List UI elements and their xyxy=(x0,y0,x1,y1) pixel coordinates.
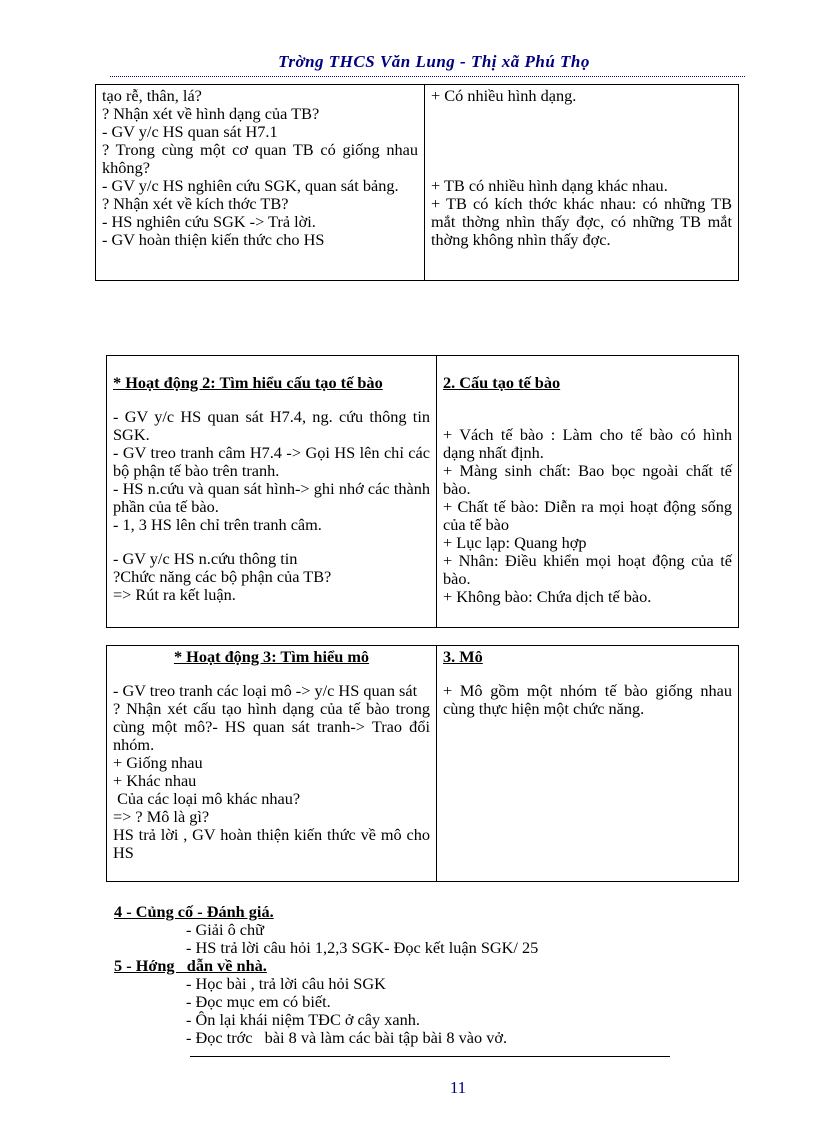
table1-left-cell xyxy=(96,85,425,281)
table2-right-line: + Lục lạp: Quang hợp xyxy=(443,533,587,552)
table1-left-line: - GV y/c HS nghiên cứu SGK, quan sát bảng. xyxy=(102,176,399,195)
section-4 xyxy=(114,903,538,957)
table2-left-cell xyxy=(107,356,437,628)
section-4-item: - HS trả lời câu hỏi 1,2,3 SGK- Đọc kết luận SGK/ 25 xyxy=(186,938,539,957)
table2-left-line: - 1, 3 HS lên chỉ trên tranh câm. xyxy=(113,515,322,534)
table3-right-cell xyxy=(437,646,739,882)
section-2-heading: 2. Cấu tạo tế bào xyxy=(443,373,561,392)
table3-left-line: + Giống nhau xyxy=(113,753,203,772)
table1-left-line: ? Nhận xét về hình dạng của TB? xyxy=(102,104,320,123)
table1-left-line: - GV hoàn thiện kiến thức cho HS xyxy=(102,230,325,249)
section-3-heading: 3. Mô xyxy=(443,647,483,666)
table2-right-line: + Nhân: Điều khiển mọi hoạt động của tế bào. xyxy=(443,551,732,588)
table2-left-line: - HS n.cứu và quan sát hình-> ghi nhớ các thành phần của tế bào. xyxy=(113,479,430,516)
activity-3-heading: * Hoạt động 3: Tìm hiểu mô xyxy=(173,647,370,666)
section-5-item: - Học bài , trả lời câu hỏi SGK xyxy=(186,974,386,993)
table1-right-line: + TB có kích thớc khác nhau: có những TB mắt thờng nhìn thấy đợc, có những TB mắt thờng không nhìn thấy đợc. xyxy=(431,194,732,249)
table1-left-line: tạo rễ, thân, lá? xyxy=(102,86,202,105)
table1-right-cell xyxy=(425,85,739,281)
closing-rule xyxy=(190,1056,670,1057)
section-5-title: 5 - Hớng dẫn về nhà. xyxy=(114,956,267,975)
table1-left-line: ? Trong cùng một cơ quan TB có giống nhau không? xyxy=(102,140,418,177)
section-5 xyxy=(114,957,507,1047)
table2-right-line: + Vách tế bào : Làm cho tế bào có hình dạng nhất định. xyxy=(443,425,732,462)
table3-left-line: => ? Mô là gì? xyxy=(113,807,210,826)
section-4-title: 4 - Củng cố - Đánh giá. xyxy=(114,902,274,921)
table2-left-line: - GV y/c HS n.cứu thông tin xyxy=(113,549,298,568)
table3-right-line: + Mô gồm một nhóm tế bào giống nhau cùng thực hiện một chức năng. xyxy=(443,681,732,718)
table1-right-line: + TB có nhiều hình dạng khác nhau. xyxy=(431,176,668,195)
table2-left-line: => Rút ra kết luận. xyxy=(113,585,236,604)
table1-left-line: - GV y/c HS quan sát H7.1 xyxy=(102,122,278,141)
table-tissue xyxy=(106,645,739,882)
table3-left-line: + Khác nhau xyxy=(113,771,197,790)
page-number: 11 xyxy=(449,1078,467,1097)
section-4-item: - Giải ô chữ xyxy=(186,920,264,939)
table2-left-line: - GV y/c HS quan sát H7.4, ng. cứu thông tin SGK. xyxy=(113,407,430,444)
table1-left-line: - HS nghiên cứu SGK -> Trả lời. xyxy=(102,212,316,231)
table2-left-line: ?Chức năng các bộ phận của TB? xyxy=(113,567,332,586)
table3-left-line: Của các loại mô khác nhau? xyxy=(113,789,301,808)
table2-right-line: + Không bào: Chứa dịch tế bào. xyxy=(443,587,652,606)
table3-left-line: ? Nhận xét cấu tạo hình dạng của tế bào trong cùng một mô?- HS quan sát tranh-> Trao đổi nhóm. xyxy=(113,699,430,754)
section-5-item: - Đọc trớc bài 8 và làm các bài tập bài 8 vào vở. xyxy=(186,1028,508,1047)
table-form-of-cells xyxy=(95,84,739,281)
table2-right-line: + Chất tế bào: Diễn ra mọi hoạt động sống của tế bào xyxy=(443,497,732,534)
section-5-item: - Ôn lại khái niệm TĐC ở cây xanh. xyxy=(186,1010,420,1029)
table3-left-line: HS trả lời , GV hoàn thiện kiến thức về mô cho HS xyxy=(113,825,430,862)
header-rule xyxy=(110,76,745,77)
table1-right-line: + Có nhiều hình dạng. xyxy=(431,86,577,105)
activity-2-heading: * Hoạt động 2: Tìm hiểu cấu tạo tế bào xyxy=(113,373,383,392)
table1-left-line: ? Nhận xét về kích thớc TB? xyxy=(102,194,289,213)
table2-right-cell xyxy=(437,356,739,628)
page-header: Trờng THCS Văn Lung - Thị xã Phú Thọ xyxy=(278,52,590,71)
table-cell-structure xyxy=(106,355,739,628)
section-5-item: - Đọc mục em có biết. xyxy=(186,992,331,1011)
table3-left-cell xyxy=(107,646,437,882)
table3-left-line: - GV treo tranh các loại mô -> y/c HS quan sát xyxy=(113,681,418,700)
table2-left-line: - GV treo tranh câm H7.4 -> Gọi HS lên chỉ các bộ phận tế bào trên tranh. xyxy=(113,443,430,480)
table2-right-line: + Màng sinh chất: Bao bọc ngoài chất tế bào. xyxy=(443,461,732,498)
